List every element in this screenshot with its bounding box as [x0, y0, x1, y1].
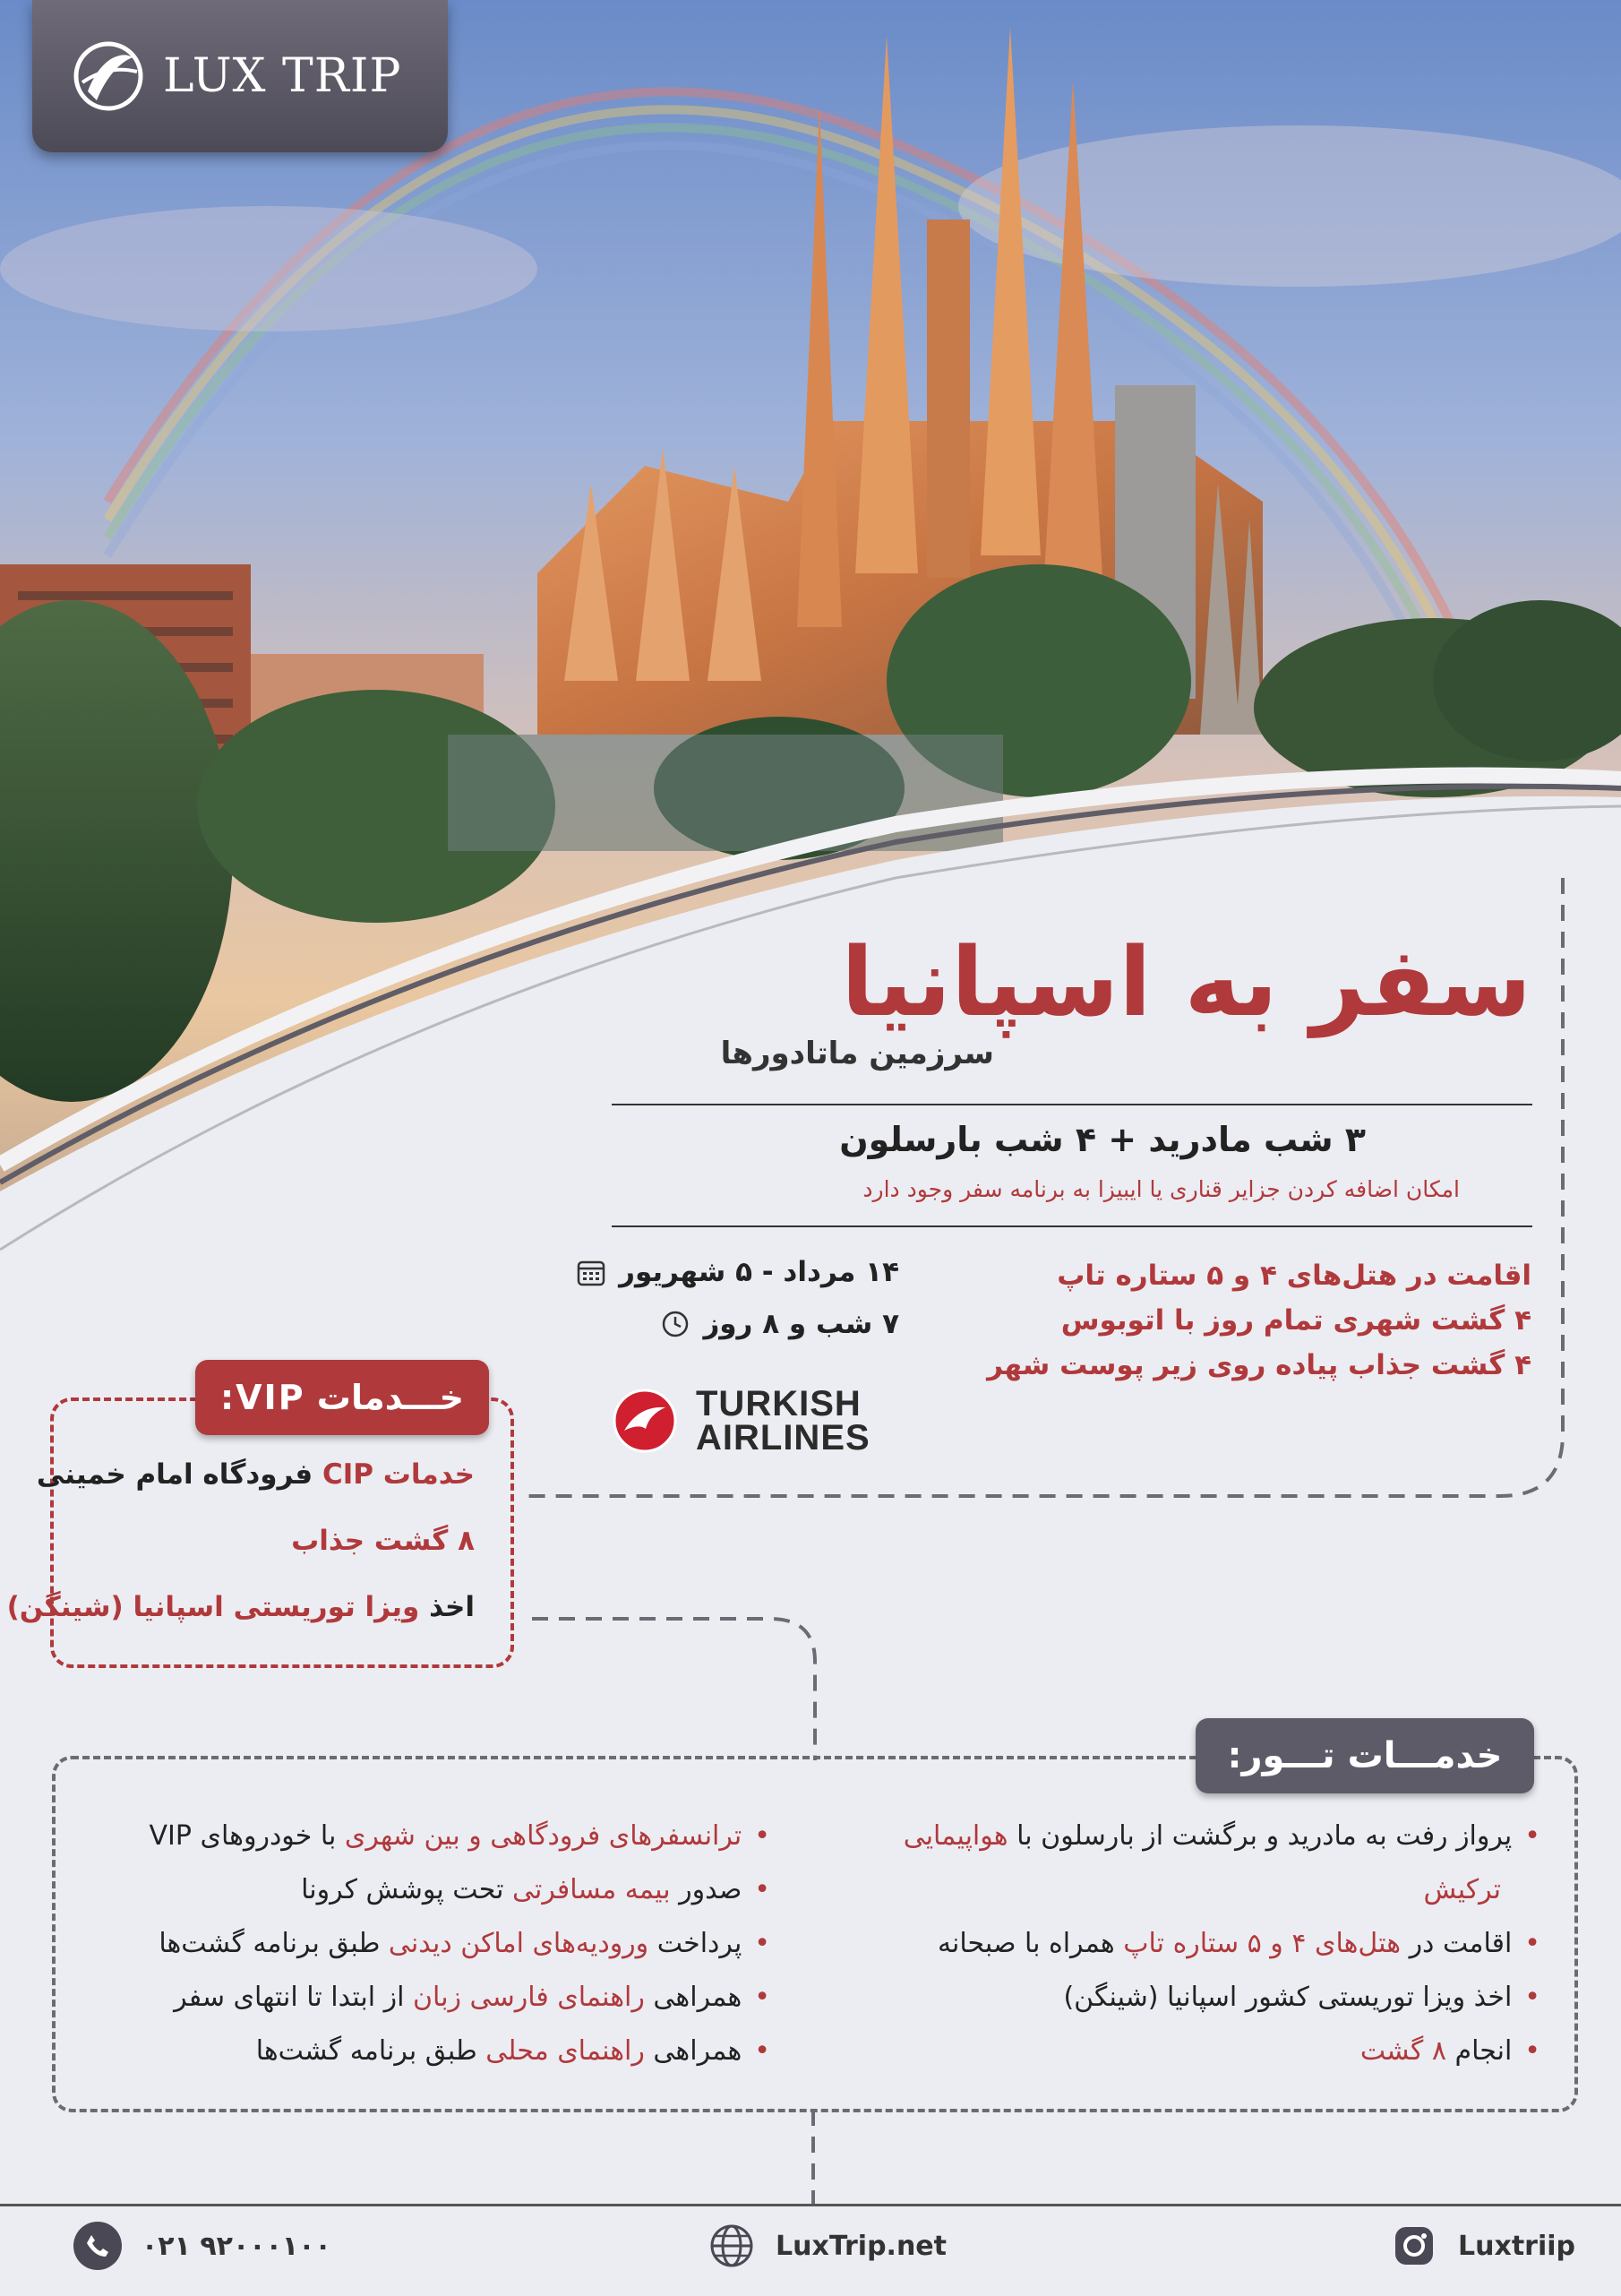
tour-item-local-guide-highlight: راهنمای محلی	[485, 2035, 645, 2067]
tour-item-persian-guide-suffix: از ابتدا تا انتهای سفر	[174, 1982, 414, 2013]
tour-item-hotel-text: اقامت در	[1401, 1928, 1513, 1959]
vip-item-visa-text: اخذ	[419, 1591, 475, 1623]
bullet: •	[1524, 2035, 1540, 2067]
turkish-airlines-logo	[612, 1388, 678, 1454]
tour-item-transfers	[90, 1810, 770, 1863]
globe-icon	[708, 2222, 756, 2270]
vip-item-visa-highlight: ویزا توریستی اسپانیا (شینگن)	[6, 1591, 420, 1623]
footer-website[interactable]	[708, 2222, 947, 2270]
page-title: سفر به اسپانیا	[841, 927, 1531, 1037]
island-note: امکان اضافه کردن جزایر قناری یا ایبیزا به برنامه سفر وجود دارد	[862, 1176, 1460, 1202]
bullet: •	[1524, 1982, 1540, 2013]
lux-trip-emblem-icon	[70, 38, 147, 115]
vip-item-tours: ۸ گشت جذاب	[291, 1525, 475, 1557]
vip-item-cip-text: فرودگاه امام خمینی	[36, 1458, 322, 1491]
tour-item-transfers-suffix: با خودروهای VIP	[149, 1820, 345, 1852]
bullet: •	[754, 1820, 770, 1852]
trip-dates-text: ۱۴ مرداد - ۵ شهریور	[619, 1256, 899, 1288]
route-summary: ۳ شب مادرید + ۴ شب بارسلون	[839, 1120, 1366, 1159]
vip-services-heading: خـــدمات VIP:	[195, 1360, 489, 1435]
tour-item-tickets-suffix: طبق برنامه گشت‌ها	[159, 1928, 389, 1959]
bullet: •	[754, 2035, 770, 2067]
tour-services-heading: خدمـــات تـــور:	[1196, 1718, 1534, 1793]
tour-item-flight-cont: ترکیش	[1423, 1874, 1501, 1905]
bullet: •	[1524, 1820, 1540, 1852]
tour-item-insurance-suffix: تحت پوشش کرونا	[301, 1874, 512, 1905]
divider-top	[612, 1104, 1532, 1105]
tour-item-insurance-text: صدور	[670, 1874, 742, 1905]
brand-logo[interactable]	[32, 0, 448, 152]
tour-item-tours	[896, 2025, 1540, 2078]
tour-services-right-column	[896, 1810, 1540, 2078]
vip-item-visa	[7, 1591, 475, 1623]
calendar-icon	[576, 1257, 606, 1287]
tour-item-transfers-highlight: ترانسفرهای فرودگاهی و بین شهری	[344, 1820, 742, 1852]
bullet: •	[754, 1928, 770, 1959]
tour-item-tickets-highlight: ورودیه‌های اماکن دیدنی	[388, 1928, 649, 1959]
clock-icon	[660, 1309, 690, 1339]
divider-bottom	[612, 1225, 1532, 1227]
tour-item-persian-guide	[90, 1971, 770, 2025]
footer-phone[interactable]	[73, 2222, 331, 2270]
tour-item-insurance	[90, 1863, 770, 1917]
tour-item-visa-text: اخذ ویزا توریستی کشور اسپانیا (شینگن)	[1063, 1982, 1513, 2013]
airline-name	[696, 1384, 871, 1458]
tour-item-persian-guide-highlight: راهنمای فارسی زبان	[413, 1982, 645, 2013]
tour-item-tours-text: انجام	[1445, 2035, 1513, 2067]
tour-item-flight-highlight: هواپیمایی	[903, 1820, 1008, 1852]
airline-name-line1: TURKISH	[696, 1384, 862, 1423]
tour-item-tours-highlight: ۸ گشت	[1359, 2035, 1446, 2067]
brand-name: LUX TRIP	[163, 49, 402, 103]
footer-instagram[interactable]	[1390, 2222, 1575, 2270]
vip-item-cip-highlight: خدمات CIP	[322, 1458, 475, 1491]
footer-phone-number[interactable]: ۰۲۱ ۹۲۰۰۰۱۰۰	[142, 2230, 331, 2262]
tour-item-flight	[896, 1810, 1540, 1863]
tour-services-left-column	[90, 1810, 770, 2078]
trip-dates	[576, 1256, 899, 1288]
bullet: •	[754, 1982, 770, 2013]
highlight-hotels: اقامت در هتل‌های ۴ و ۵ ستاره تاپ	[1057, 1260, 1531, 1292]
footer-website-url[interactable]: LuxTrip.net	[776, 2230, 947, 2262]
highlight-walking-tours: ۴ گشت جذاب پیاده روی زیر پوست شهر	[987, 1349, 1531, 1381]
phone-icon	[73, 2222, 122, 2270]
airline-badge	[612, 1384, 871, 1458]
instagram-icon	[1390, 2222, 1438, 2270]
footer-connector	[806, 2110, 824, 2208]
vip-item-cip	[37, 1458, 475, 1491]
bullet: •	[1524, 1928, 1540, 1959]
tour-item-visa	[896, 1971, 1540, 2025]
tour-item-persian-guide-text: همراهی	[644, 1982, 742, 2013]
footer-instagram-handle[interactable]: Luxtriip	[1458, 2230, 1576, 2262]
tour-item-hotel-suffix: همراه با صبحانه	[937, 1928, 1124, 1959]
trip-duration-text: ۷ شب و ۸ روز	[703, 1308, 899, 1340]
tour-item-flight-text: پرواز رفت به مادرید و برگشت از بارسلون با	[1008, 1820, 1513, 1852]
trip-duration	[660, 1308, 899, 1340]
page-subtitle: سرزمین ماتادورها	[720, 1036, 994, 1071]
tour-item-hotel	[896, 1917, 1540, 1971]
tour-item-hotel-highlight: هتل‌های ۴ و ۵ ستاره تاپ	[1123, 1928, 1402, 1959]
airline-name-line2: AIRLINES	[696, 1418, 871, 1458]
bullet: •	[754, 1874, 770, 1905]
tour-item-local-guide-text: همراهی	[644, 2035, 742, 2067]
tour-item-insurance-highlight: بیمه مسافرتی	[511, 1874, 671, 1905]
tour-item-local-guide	[90, 2025, 770, 2078]
tour-item-tickets-text: پرداخت	[648, 1928, 742, 1959]
tour-item-local-guide-suffix: طبق برنامه گشت‌ها	[255, 2035, 486, 2067]
connector-line	[528, 1608, 833, 1765]
highlight-bus-tours: ۴ گشت شهری تمام روز با اتوبوس	[1060, 1304, 1531, 1337]
tour-item-tickets	[90, 1917, 770, 1971]
